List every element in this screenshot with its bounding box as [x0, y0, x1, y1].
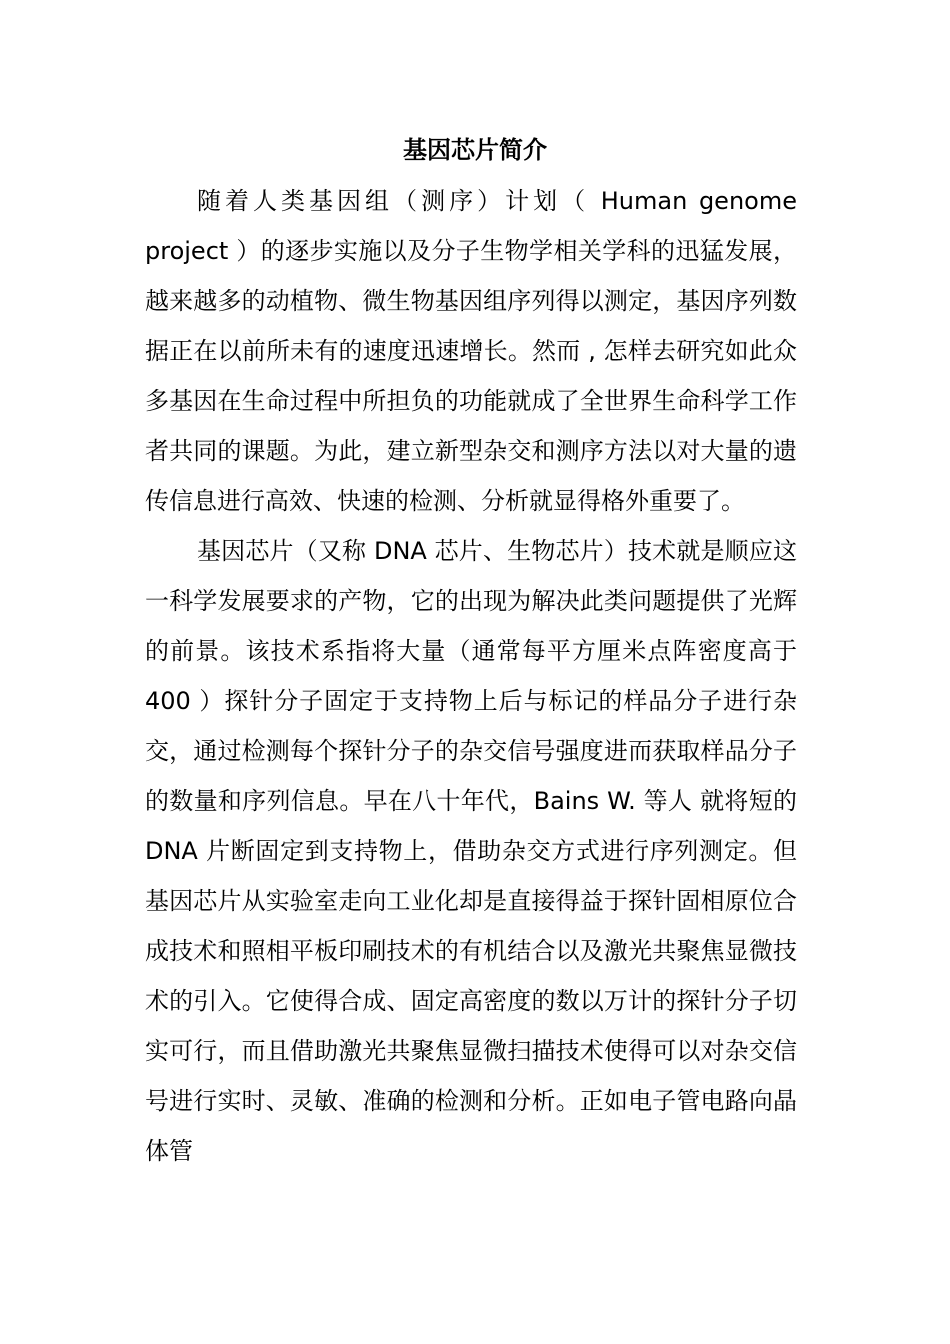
paragraph-2: 基因芯片（又称 DNA 芯片、生物芯片）技术就是顺应这一科学发展要求的产物，它的出现为解决此类问题提供了光辉的前景。该技术系指将大量（通常每平方厘米点阵密度高于 400 ）探针分子固定于支持物上后与标记的样品分子进行杂交，通过检测每个探针分子的杂交信号强度进而获取样品分子的数量和序列信息。早在八十年代，Bains W. 等人 就将短的 DNA 片断固定到支持物上，借助杂交方式进行序列测定。但基因芯片从实验室走向工业化却是直接得益于探针固相原位合成技术和照相平板印刷技术的有机结合以及激光共聚焦显微技术的引入。它使得合成、固定高密度的数以万计的探针分子切实可行，而且借助激光共聚焦显微扫描技术使得可以对杂交信号进行实时、灵敏、准确的检测和分析。正如电子管电路向晶体管 [145, 537, 797, 1165]
paragraph-1: 随着人类基因组（测序）计划（ Human genome project ）的逐步实施以及分子生物学相关学科的迅猛发展，越来越多的动植物、微生物基因组序列得以测定，基因序列数据正在以前所未有的速度迅速增长。然而 , 怎样去研究如此众多基因在生命过程中所担负的功能就成了全世界生命科学工作者共同的课题。为此，建立新型杂交和测序方法以对大量的遗传信息进行高效、快速的检测、分析就显得格外重要了。 [145, 187, 797, 515]
document-body [145, 176, 797, 1176]
document-title: 基因芯片简介 [403, 136, 547, 164]
